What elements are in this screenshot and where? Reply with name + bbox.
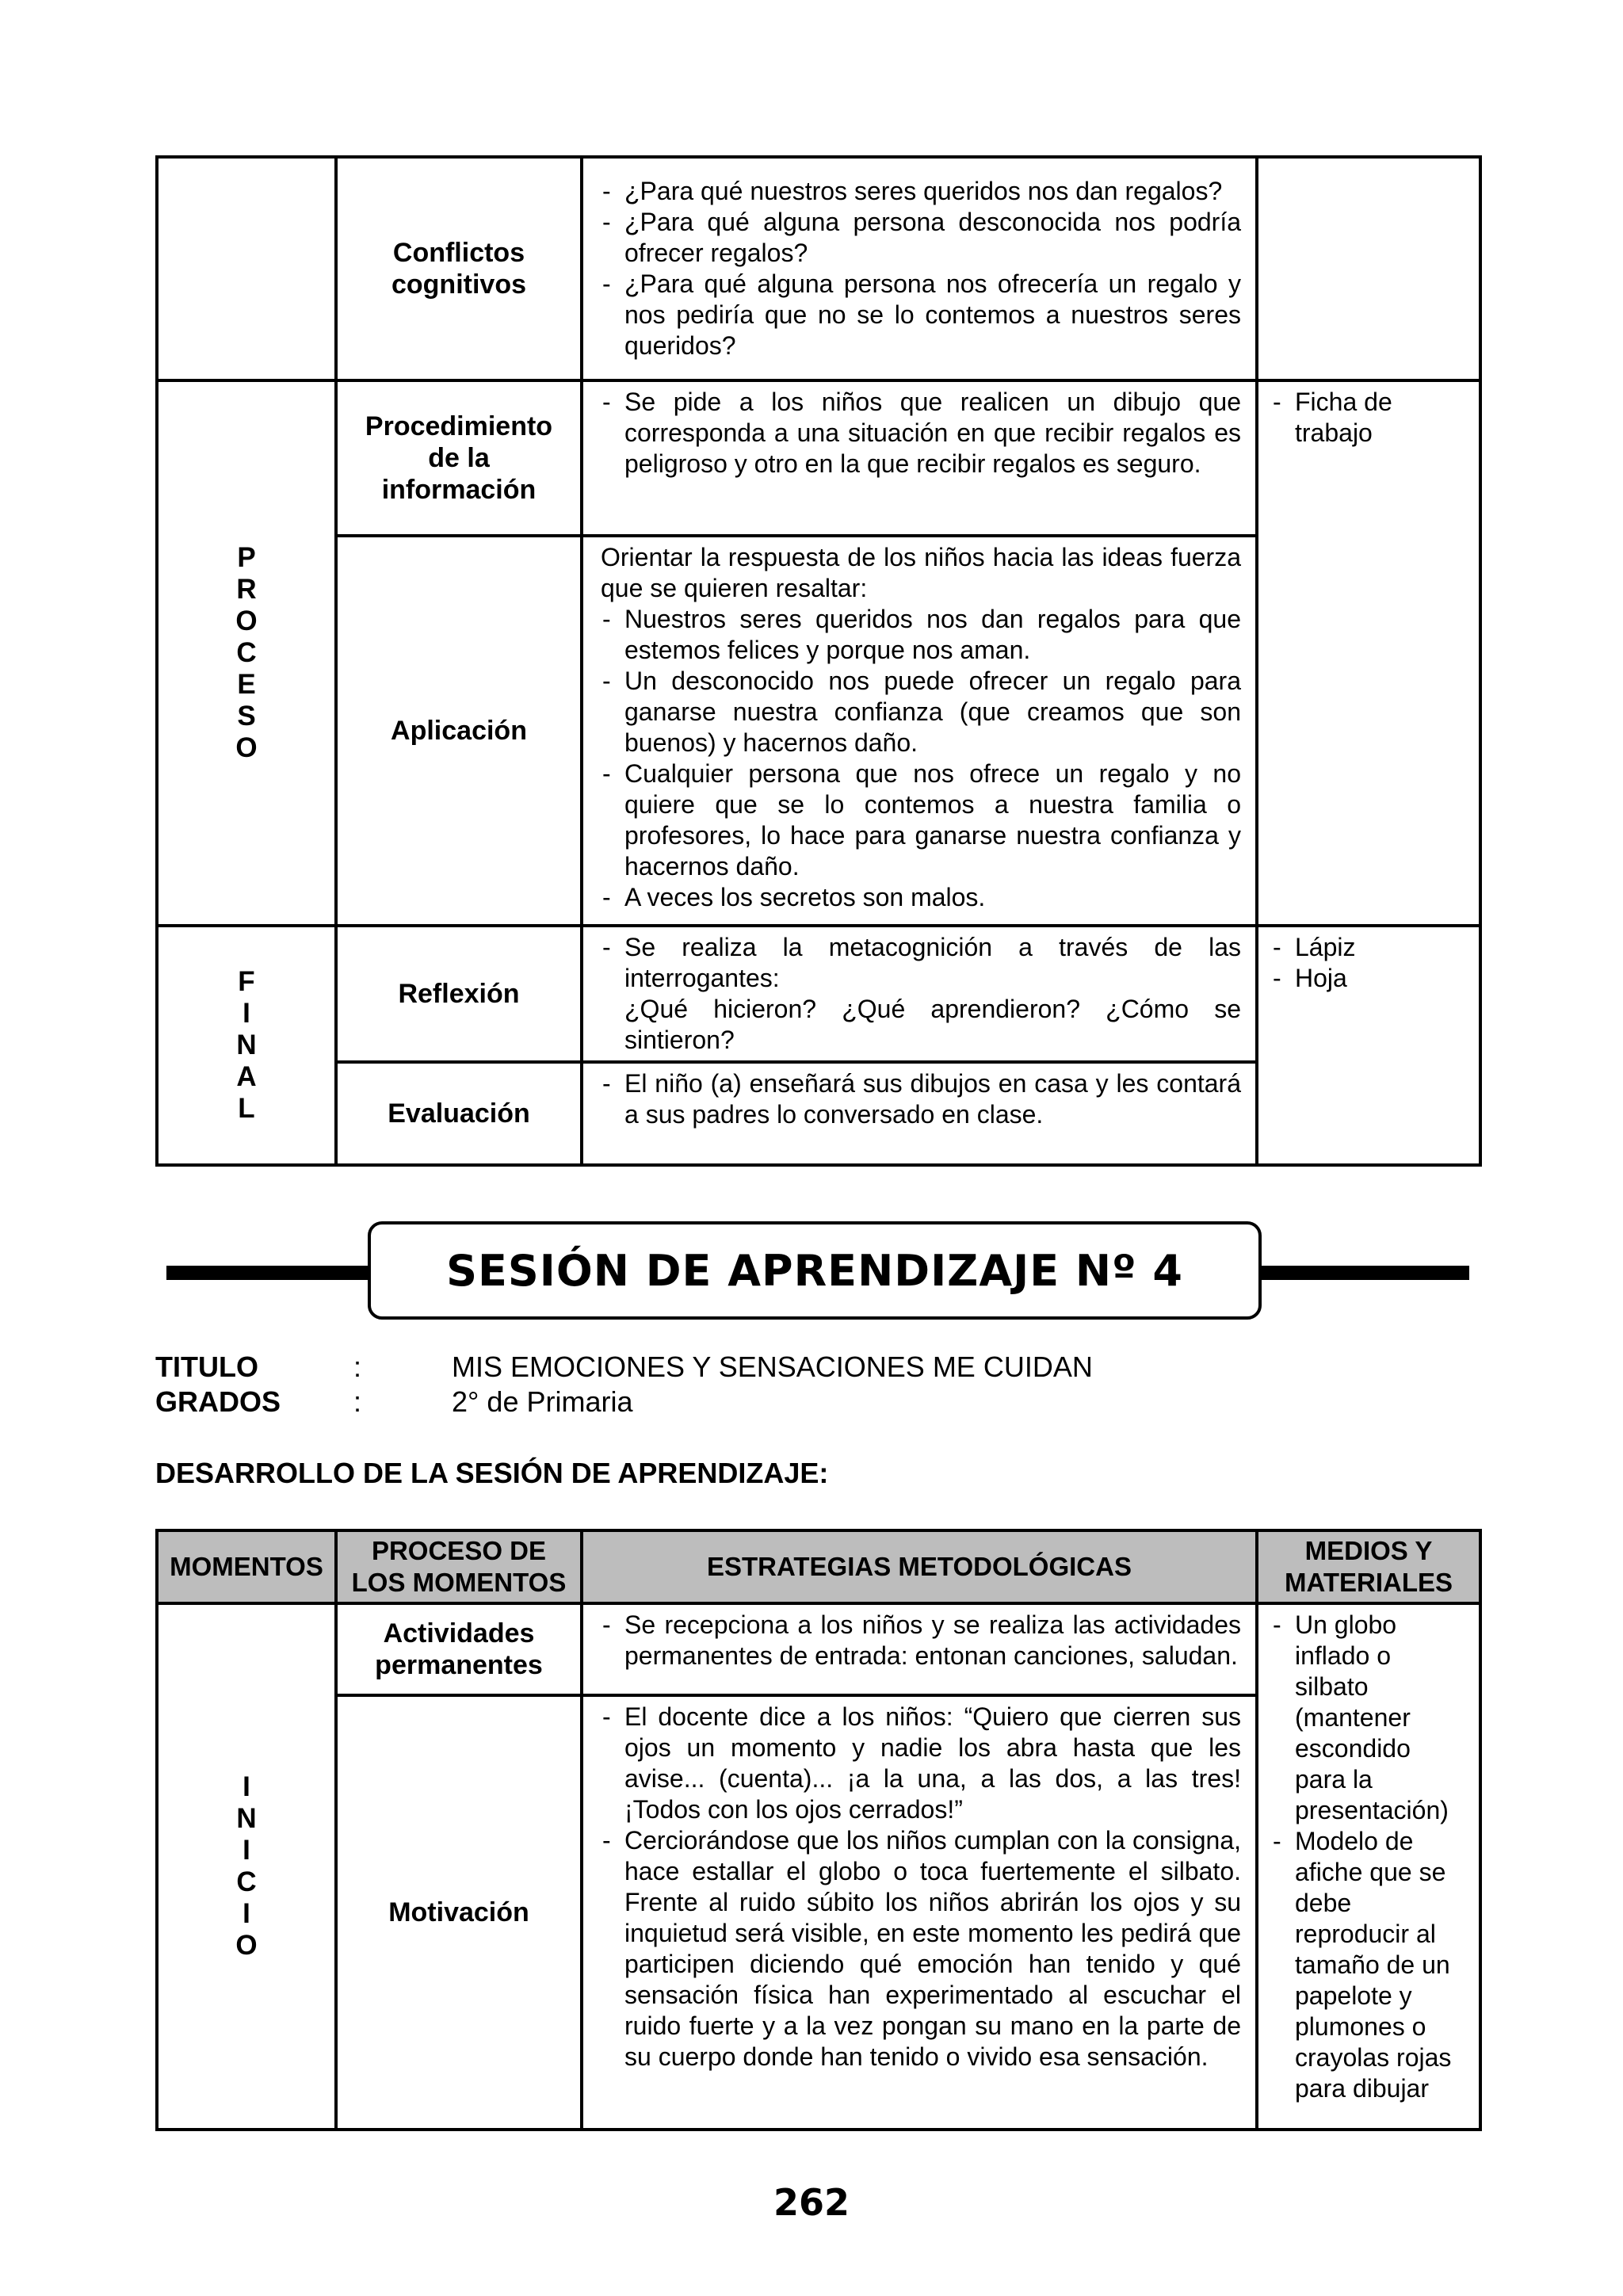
materials-cell-empty [1257, 157, 1480, 380]
strategy-list [601, 1068, 1241, 1130]
subprocess-motivacion: Motivación [336, 1695, 582, 2130]
header-proceso: PROCESO DE LOS MOMENTOS [336, 1530, 582, 1603]
list-item: - Lápiz [1271, 932, 1466, 963]
strategy-cell [582, 926, 1257, 1062]
strategy-list [601, 1702, 1241, 2073]
grados-colon: : [353, 1385, 362, 1418]
list-item: - El niño (a) enseñará sus dibujos en casa y les contará a sus padres lo conversado en clase. [601, 1068, 1241, 1130]
titulo-row [0, 1350, 1623, 1385]
materials-list [1271, 1610, 1466, 2104]
materials-cell [1257, 926, 1480, 1165]
grados-row [0, 1385, 1623, 1419]
strategy-cell [582, 1062, 1257, 1165]
page-number: 262 [773, 2181, 850, 2224]
banner-rule-right [1262, 1266, 1469, 1280]
materials-cell [1257, 380, 1480, 926]
list-item: - Modelo de afiche que se debe reproducir al tamaño de un papelote y plumones o crayolas rojas para dibujar [1271, 1826, 1466, 2104]
session-title: SESIÓN DE APRENDIZAJE Nº 4 [446, 1245, 1183, 1296]
strategy-list [601, 387, 1241, 479]
grados-value: 2° de Primaria [452, 1385, 633, 1418]
subprocess-conflictos: Conflictos cognitivos [336, 157, 582, 380]
titulo-colon: : [353, 1350, 362, 1383]
session-banner [368, 1221, 1262, 1320]
section-heading: DESARROLLO DE LA SESIÓN DE APRENDIZAJE: [155, 1457, 829, 1489]
questions-text: ¿Qué hicieron? ¿Qué aprendieron? ¿Cómo se sintieron? [624, 995, 1241, 1054]
header-medios: MEDIOS Y MATERIALES [1257, 1530, 1480, 1603]
strategy-list [601, 932, 1241, 1056]
strategy-cell [582, 1695, 1257, 2130]
list-item: - Hoja [1271, 963, 1466, 994]
intro-text: Orientar la respuesta de los niños hacia las ideas fuerza que se quieren resaltar: [601, 543, 1241, 602]
materials-list [1271, 932, 1466, 994]
moment-inicio: I N I C I O [157, 1603, 336, 2130]
strategy-cell [582, 536, 1257, 926]
strategy-cell [582, 380, 1257, 536]
table-row [157, 926, 1480, 1062]
list-item: - Cualquier persona que nos ofrece un regalo y no quiere que se lo contemos a nuestra familia o profesores, lo hace para ganarse nuestra confianza y hacernos daño. [601, 758, 1241, 882]
header-momentos: MOMENTOS [157, 1530, 336, 1603]
strategy-cell [582, 157, 1257, 380]
table-row [157, 1603, 1480, 1695]
subprocess-aplicacion: Aplicación [336, 536, 582, 926]
materials-list [1271, 387, 1466, 449]
table-header-row [157, 1530, 1480, 1603]
list-item: - Ficha de trabajo [1271, 387, 1466, 449]
strategy-list [601, 176, 1241, 361]
list-item: - A veces los secretos son malos. [601, 882, 1241, 913]
list-item: - ¿Para qué alguna persona nos ofrecería un regalo y nos pediría que no se lo contemos a nuestros seres queridos? [601, 269, 1241, 361]
strategy-cell [582, 1603, 1257, 1695]
item-text: Se realiza la metacognición a través de las interrogantes: [624, 933, 1241, 992]
list-item [601, 932, 1241, 1056]
list-item: - Un globo inflado o silbato (mantener escondido para la presentación) [1271, 1610, 1466, 1826]
table-row [157, 157, 1480, 380]
moment-final: F I N A L [157, 926, 336, 1165]
subprocess-evaluacion: Evaluación [336, 1062, 582, 1165]
moment-cell-empty [157, 157, 336, 380]
materials-cell [1257, 1603, 1480, 2130]
titulo-label: TITULO [155, 1350, 258, 1383]
list-item: - ¿Para qué nuestros seres queridos nos dan regalos? [601, 176, 1241, 207]
strategy-list [601, 604, 1241, 913]
table-row [157, 380, 1480, 536]
list-item: - ¿Para qué alguna persona desconocida nos podría ofrecer regalos? [601, 207, 1241, 269]
subprocess-actividades: Actividades permanentes [336, 1603, 582, 1695]
list-item: - Se pide a los niños que realicen un dibujo que corresponda a una situación en que recibir regalos es peligroso y otro en la que recibir regalos es seguro. [601, 387, 1241, 479]
moment-proceso: P R O C E S O [157, 380, 336, 926]
header-estrategias: ESTRATEGIAS METODOLÓGICAS [582, 1530, 1257, 1603]
banner-rule-left [166, 1266, 374, 1280]
titulo-value: MIS EMOCIONES Y SENSACIONES ME CUIDAN [452, 1350, 1093, 1383]
session-table [155, 1529, 1482, 2131]
list-item: - El docente dice a los niños: “Quiero que cierren sus ojos un momento y nadie los abra hasta que les avise... (cuenta)... ¡a la una, a las dos, a las tres! ¡Todos con los ojos cerrados!” [601, 1702, 1241, 1825]
list-item: - Cerciorándose que los niños cumplan con la consigna, hace estallar el globo o toca fuertemente el silbato. Frente al ruido súbito los niños abrirán los ojos y su inquietud será visible, en este momento les pedirá que participen diciendo qué emoción han tenido y qué sensación física han experimentado al escuchar el ruido fuerte y a la vez pongan su mano en la parte de su cuerpo donde han tenido o vivido esa sensación. [601, 1825, 1241, 2073]
grados-label: GRADOS [155, 1385, 281, 1418]
subprocess-procedimiento: Procedimiento de la información [336, 380, 582, 536]
strategy-list [601, 1610, 1241, 1671]
list-item: - Un desconocido nos puede ofrecer un regalo para ganarse nuestra confianza (que creamos que son buenos) y hacernos daño. [601, 666, 1241, 758]
list-item: - Se recepciona a los niños y se realiza las actividades permanentes de entrada: entonan canciones, saludan. [601, 1610, 1241, 1671]
list-item: - Nuestros seres queridos nos dan regalos para que estemos felices y porque nos aman. [601, 604, 1241, 666]
process-table [155, 155, 1482, 1167]
subprocess-reflexion: Reflexión [336, 926, 582, 1062]
